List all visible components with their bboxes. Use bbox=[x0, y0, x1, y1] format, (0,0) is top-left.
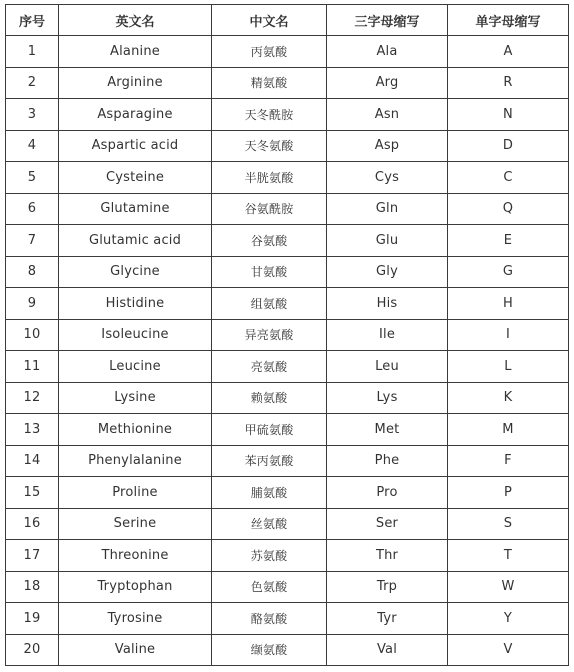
header-chinese-name: 中文名 bbox=[212, 5, 327, 36]
cell-index: 6 bbox=[6, 193, 59, 225]
cell-three-letter-code: Met bbox=[327, 414, 448, 446]
cell-one-letter-code: M bbox=[448, 414, 569, 446]
cell-one-letter-code: E bbox=[448, 225, 569, 257]
cell-chinese-name: 半胱氨酸 bbox=[212, 162, 327, 194]
cell-three-letter-code: Cys bbox=[327, 162, 448, 194]
cell-index: 1 bbox=[6, 36, 59, 68]
cell-english-name: Tyrosine bbox=[59, 603, 212, 635]
cell-three-letter-code: Asp bbox=[327, 130, 448, 162]
cell-english-name: Histidine bbox=[59, 288, 212, 320]
cell-english-name: Proline bbox=[59, 477, 212, 509]
cell-english-name: Glutamine bbox=[59, 193, 212, 225]
cell-index: 4 bbox=[6, 130, 59, 162]
table-row bbox=[6, 508, 569, 540]
cell-index: 20 bbox=[6, 634, 59, 666]
cell-index: 9 bbox=[6, 288, 59, 320]
cell-three-letter-code: Val bbox=[327, 634, 448, 666]
cell-english-name: Phenylalanine bbox=[59, 445, 212, 477]
cell-three-letter-code: Phe bbox=[327, 445, 448, 477]
cell-index: 10 bbox=[6, 319, 59, 351]
cell-english-name: Arginine bbox=[59, 67, 212, 99]
cell-three-letter-code: Leu bbox=[327, 351, 448, 383]
cell-english-name: Lysine bbox=[59, 382, 212, 414]
cell-chinese-name: 甘氨酸 bbox=[212, 256, 327, 288]
table-header bbox=[6, 5, 569, 36]
table-row bbox=[6, 319, 569, 351]
cell-english-name: Aspartic acid bbox=[59, 130, 212, 162]
cell-index: 3 bbox=[6, 99, 59, 131]
cell-one-letter-code: Q bbox=[448, 193, 569, 225]
cell-three-letter-code: Ala bbox=[327, 36, 448, 68]
cell-one-letter-code: A bbox=[448, 36, 569, 68]
header-english-name: 英文名 bbox=[59, 5, 212, 36]
cell-english-name: Isoleucine bbox=[59, 319, 212, 351]
cell-chinese-name: 苏氨酸 bbox=[212, 540, 327, 572]
cell-index: 14 bbox=[6, 445, 59, 477]
table-row bbox=[6, 130, 569, 162]
table-row bbox=[6, 445, 569, 477]
header-index: 序号 bbox=[6, 5, 59, 36]
header-three-letter-code: 三字母缩写 bbox=[327, 5, 448, 36]
cell-one-letter-code: C bbox=[448, 162, 569, 194]
cell-index: 2 bbox=[6, 67, 59, 99]
cell-chinese-name: 组氨酸 bbox=[212, 288, 327, 320]
cell-english-name: Methionine bbox=[59, 414, 212, 446]
table-row bbox=[6, 162, 569, 194]
table-row bbox=[6, 382, 569, 414]
cell-chinese-name: 异亮氨酸 bbox=[212, 319, 327, 351]
header-one-letter-code: 单字母缩写 bbox=[448, 5, 569, 36]
cell-three-letter-code: Thr bbox=[327, 540, 448, 572]
cell-index: 7 bbox=[6, 225, 59, 257]
cell-index: 13 bbox=[6, 414, 59, 446]
cell-three-letter-code: Asn bbox=[327, 99, 448, 131]
amino-acid-table bbox=[5, 4, 569, 666]
cell-chinese-name: 丙氨酸 bbox=[212, 36, 327, 68]
header-row bbox=[6, 5, 569, 36]
cell-three-letter-code: Gly bbox=[327, 256, 448, 288]
table-row bbox=[6, 288, 569, 320]
table-row bbox=[6, 540, 569, 572]
cell-one-letter-code: V bbox=[448, 634, 569, 666]
table-row bbox=[6, 477, 569, 509]
cell-three-letter-code: Glu bbox=[327, 225, 448, 257]
cell-chinese-name: 天冬氨酸 bbox=[212, 130, 327, 162]
cell-index: 16 bbox=[6, 508, 59, 540]
cell-english-name: Alanine bbox=[59, 36, 212, 68]
cell-chinese-name: 谷氨酸 bbox=[212, 225, 327, 257]
table-row bbox=[6, 36, 569, 68]
table-row bbox=[6, 225, 569, 257]
cell-index: 18 bbox=[6, 571, 59, 603]
cell-english-name: Threonine bbox=[59, 540, 212, 572]
table-row bbox=[6, 67, 569, 99]
cell-three-letter-code: Pro bbox=[327, 477, 448, 509]
cell-index: 12 bbox=[6, 382, 59, 414]
cell-one-letter-code: D bbox=[448, 130, 569, 162]
cell-chinese-name: 精氨酸 bbox=[212, 67, 327, 99]
table-row bbox=[6, 256, 569, 288]
cell-english-name: Glutamic acid bbox=[59, 225, 212, 257]
cell-one-letter-code: Y bbox=[448, 603, 569, 635]
cell-chinese-name: 甲硫氨酸 bbox=[212, 414, 327, 446]
cell-english-name: Leucine bbox=[59, 351, 212, 383]
cell-chinese-name: 苯丙氨酸 bbox=[212, 445, 327, 477]
cell-index: 8 bbox=[6, 256, 59, 288]
table-body bbox=[6, 36, 569, 666]
cell-one-letter-code: R bbox=[448, 67, 569, 99]
cell-one-letter-code: L bbox=[448, 351, 569, 383]
cell-three-letter-code: Trp bbox=[327, 571, 448, 603]
cell-index: 5 bbox=[6, 162, 59, 194]
cell-english-name: Glycine bbox=[59, 256, 212, 288]
cell-one-letter-code: S bbox=[448, 508, 569, 540]
cell-three-letter-code: Lys bbox=[327, 382, 448, 414]
cell-three-letter-code: Ile bbox=[327, 319, 448, 351]
cell-one-letter-code: W bbox=[448, 571, 569, 603]
cell-one-letter-code: I bbox=[448, 319, 569, 351]
cell-english-name: Asparagine bbox=[59, 99, 212, 131]
cell-chinese-name: 缬氨酸 bbox=[212, 634, 327, 666]
cell-chinese-name: 赖氨酸 bbox=[212, 382, 327, 414]
cell-one-letter-code: N bbox=[448, 99, 569, 131]
cell-index: 19 bbox=[6, 603, 59, 635]
cell-three-letter-code: Arg bbox=[327, 67, 448, 99]
cell-chinese-name: 酪氨酸 bbox=[212, 603, 327, 635]
cell-index: 17 bbox=[6, 540, 59, 572]
cell-chinese-name: 丝氨酸 bbox=[212, 508, 327, 540]
cell-english-name: Valine bbox=[59, 634, 212, 666]
cell-three-letter-code: Tyr bbox=[327, 603, 448, 635]
table-row bbox=[6, 99, 569, 131]
cell-chinese-name: 脯氨酸 bbox=[212, 477, 327, 509]
table-row bbox=[6, 571, 569, 603]
cell-chinese-name: 亮氨酸 bbox=[212, 351, 327, 383]
cell-chinese-name: 色氨酸 bbox=[212, 571, 327, 603]
table-row bbox=[6, 414, 569, 446]
cell-one-letter-code: T bbox=[448, 540, 569, 572]
table-row bbox=[6, 193, 569, 225]
cell-chinese-name: 天冬酰胺 bbox=[212, 99, 327, 131]
cell-three-letter-code: His bbox=[327, 288, 448, 320]
cell-one-letter-code: F bbox=[448, 445, 569, 477]
cell-one-letter-code: K bbox=[448, 382, 569, 414]
cell-index: 15 bbox=[6, 477, 59, 509]
cell-one-letter-code: H bbox=[448, 288, 569, 320]
cell-three-letter-code: Gln bbox=[327, 193, 448, 225]
table-row bbox=[6, 634, 569, 666]
cell-one-letter-code: P bbox=[448, 477, 569, 509]
cell-one-letter-code: G bbox=[448, 256, 569, 288]
cell-chinese-name: 谷氨酰胺 bbox=[212, 193, 327, 225]
table-row bbox=[6, 603, 569, 635]
cell-english-name: Tryptophan bbox=[59, 571, 212, 603]
cell-three-letter-code: Ser bbox=[327, 508, 448, 540]
cell-index: 11 bbox=[6, 351, 59, 383]
cell-english-name: Serine bbox=[59, 508, 212, 540]
table-row bbox=[6, 351, 569, 383]
cell-english-name: Cysteine bbox=[59, 162, 212, 194]
